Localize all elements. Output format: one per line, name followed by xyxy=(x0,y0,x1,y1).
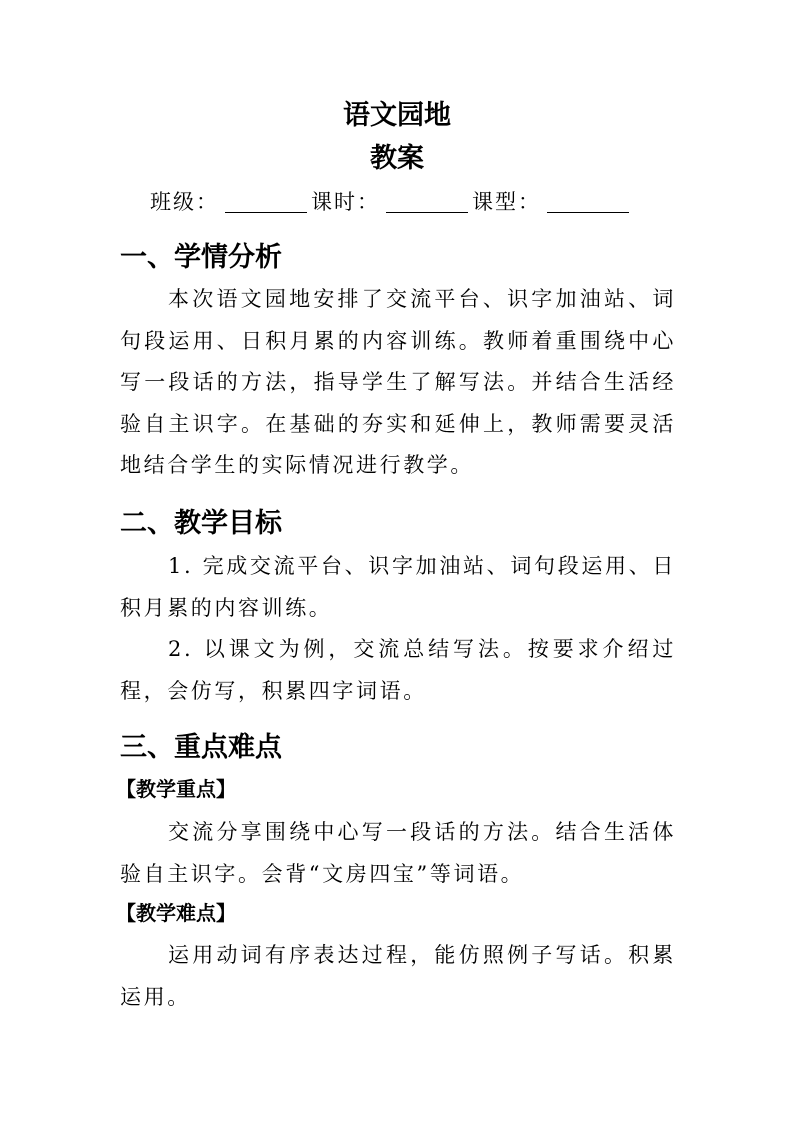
type-label: 课型： xyxy=(472,190,541,214)
period-blank xyxy=(386,188,468,213)
document-subtitle: 教案 xyxy=(370,143,424,174)
meta-row xyxy=(150,186,633,218)
goal-item-2: 2. 以课文为例，交流总结写法。按要求介绍过程，会仿写，积累四字词语。 xyxy=(120,637,676,703)
class-label: 班级： xyxy=(150,190,219,214)
section-heading-goals: 二、教学目标 xyxy=(120,508,282,539)
document-title: 语文园地 xyxy=(343,100,451,131)
difficulty-paragraph: 运用动词有序表达过程，能仿照例子写话。积累运用。 xyxy=(120,943,676,1009)
section-heading-key-points: 三、重点难点 xyxy=(120,732,282,763)
period-label: 课时： xyxy=(311,190,380,214)
focus-paragraph: 交流分享围绕中心写一段话的方法。结合生活体验自主识字。会背“文房四宝”等词语。 xyxy=(120,820,676,886)
analysis-paragraph: 本次语文园地安排了交流平台、识字加油站、词句段运用、日积月累的内容训练。教师着重围绕中心写一段话的方法，指导学生了解写法。并结合生活经验自主识字。在基础的夯实和延伸上，教师需要灵活地结合学生的实际情况进行教学。 xyxy=(120,287,676,477)
goal-item-1: 1. 完成交流平台、识字加油站、词句段运用、日积月累的内容训练。 xyxy=(120,554,676,620)
class-blank xyxy=(225,188,307,213)
focus-label: 【教学重点】 xyxy=(116,777,236,801)
section-heading-analysis: 一、学情分析 xyxy=(120,242,282,273)
difficulty-label: 【教学难点】 xyxy=(116,901,236,925)
type-blank xyxy=(547,188,629,213)
